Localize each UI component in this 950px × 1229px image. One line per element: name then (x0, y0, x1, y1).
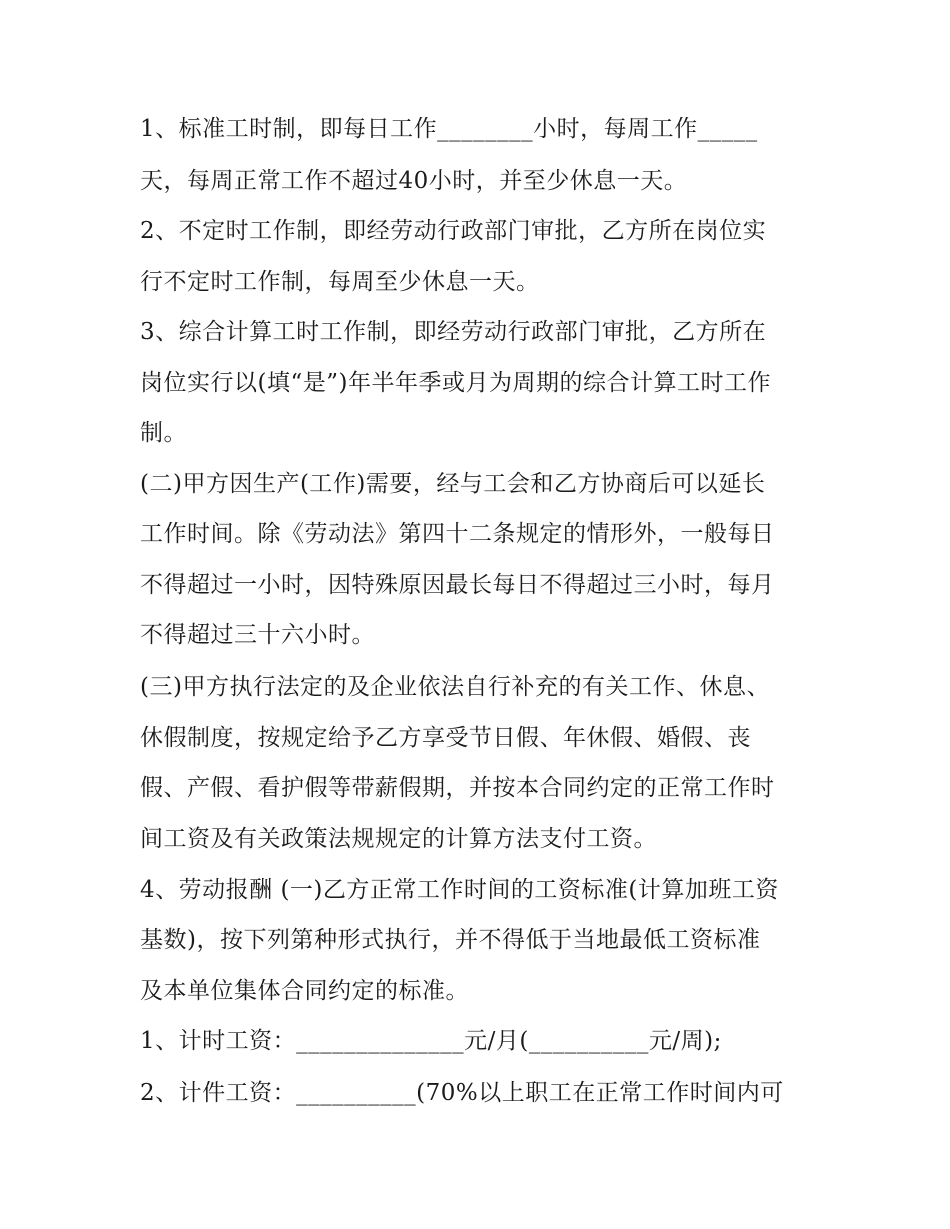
text-line: 工作时间。除《劳动法》第四十二条规定的情形外，一般每日 (140, 521, 775, 547)
text-line: 1、标准工时制，即每日工作________小时，每周工作_____ (140, 116, 758, 142)
text-line: 不得超过一小时，因特殊原因最长每日不得超过三小时，每月 (140, 572, 775, 598)
text-line: 岗位实行以(填“是”)年半年季或月为周期的综合计算工时工作 (140, 370, 771, 396)
text-line: 基数)，按下列第种形式执行，并不得低于当地最低工资标准 (140, 927, 761, 953)
text-line: 不得超过三十六小时。 (140, 622, 375, 648)
text-line: 4、劳动报酬 (一)乙方正常工作时间的工资标准(计算加班工资 (140, 877, 779, 903)
text-line: 3、综合计算工时工作制，即经劳动行政部门审批，乙方所在 (140, 319, 767, 345)
text-line: 休假制度，按规定给予乙方享受节日假、年休假、婚假、丧 (140, 725, 751, 751)
text-line: 及本单位集体合同约定的标准。 (140, 978, 469, 1004)
text-line: 天，每周正常工作不超过40小时，并至少休息一天。 (140, 168, 688, 194)
text-line: 1、计时工资：______________元/月(__________元/周); (140, 1028, 722, 1054)
text-line: 行不定时工作制，每周至少休息一天。 (140, 269, 540, 295)
text-line: 假、产假、看护假等带薪假期，并按本合同约定的正常工作时 (140, 775, 775, 801)
text-line: (二)甲方因生产(工作)需要，经与工会和乙方协商后可以延长 (140, 471, 766, 497)
text-line: 2、不定时工作制，即经劳动行政部门审批，乙方所在岗位实 (140, 218, 767, 244)
text-line: 制。 (140, 420, 187, 446)
text-line: (三)甲方执行法定的及企业依法自行补充的有关工作、休息、 (140, 674, 770, 700)
text-line: 2、计件工资：__________(70%以上职工在正常工作时间内可 (140, 1080, 784, 1106)
text-line: 间工资及有关政策法规规定的计算方法支付工资。 (140, 826, 657, 852)
